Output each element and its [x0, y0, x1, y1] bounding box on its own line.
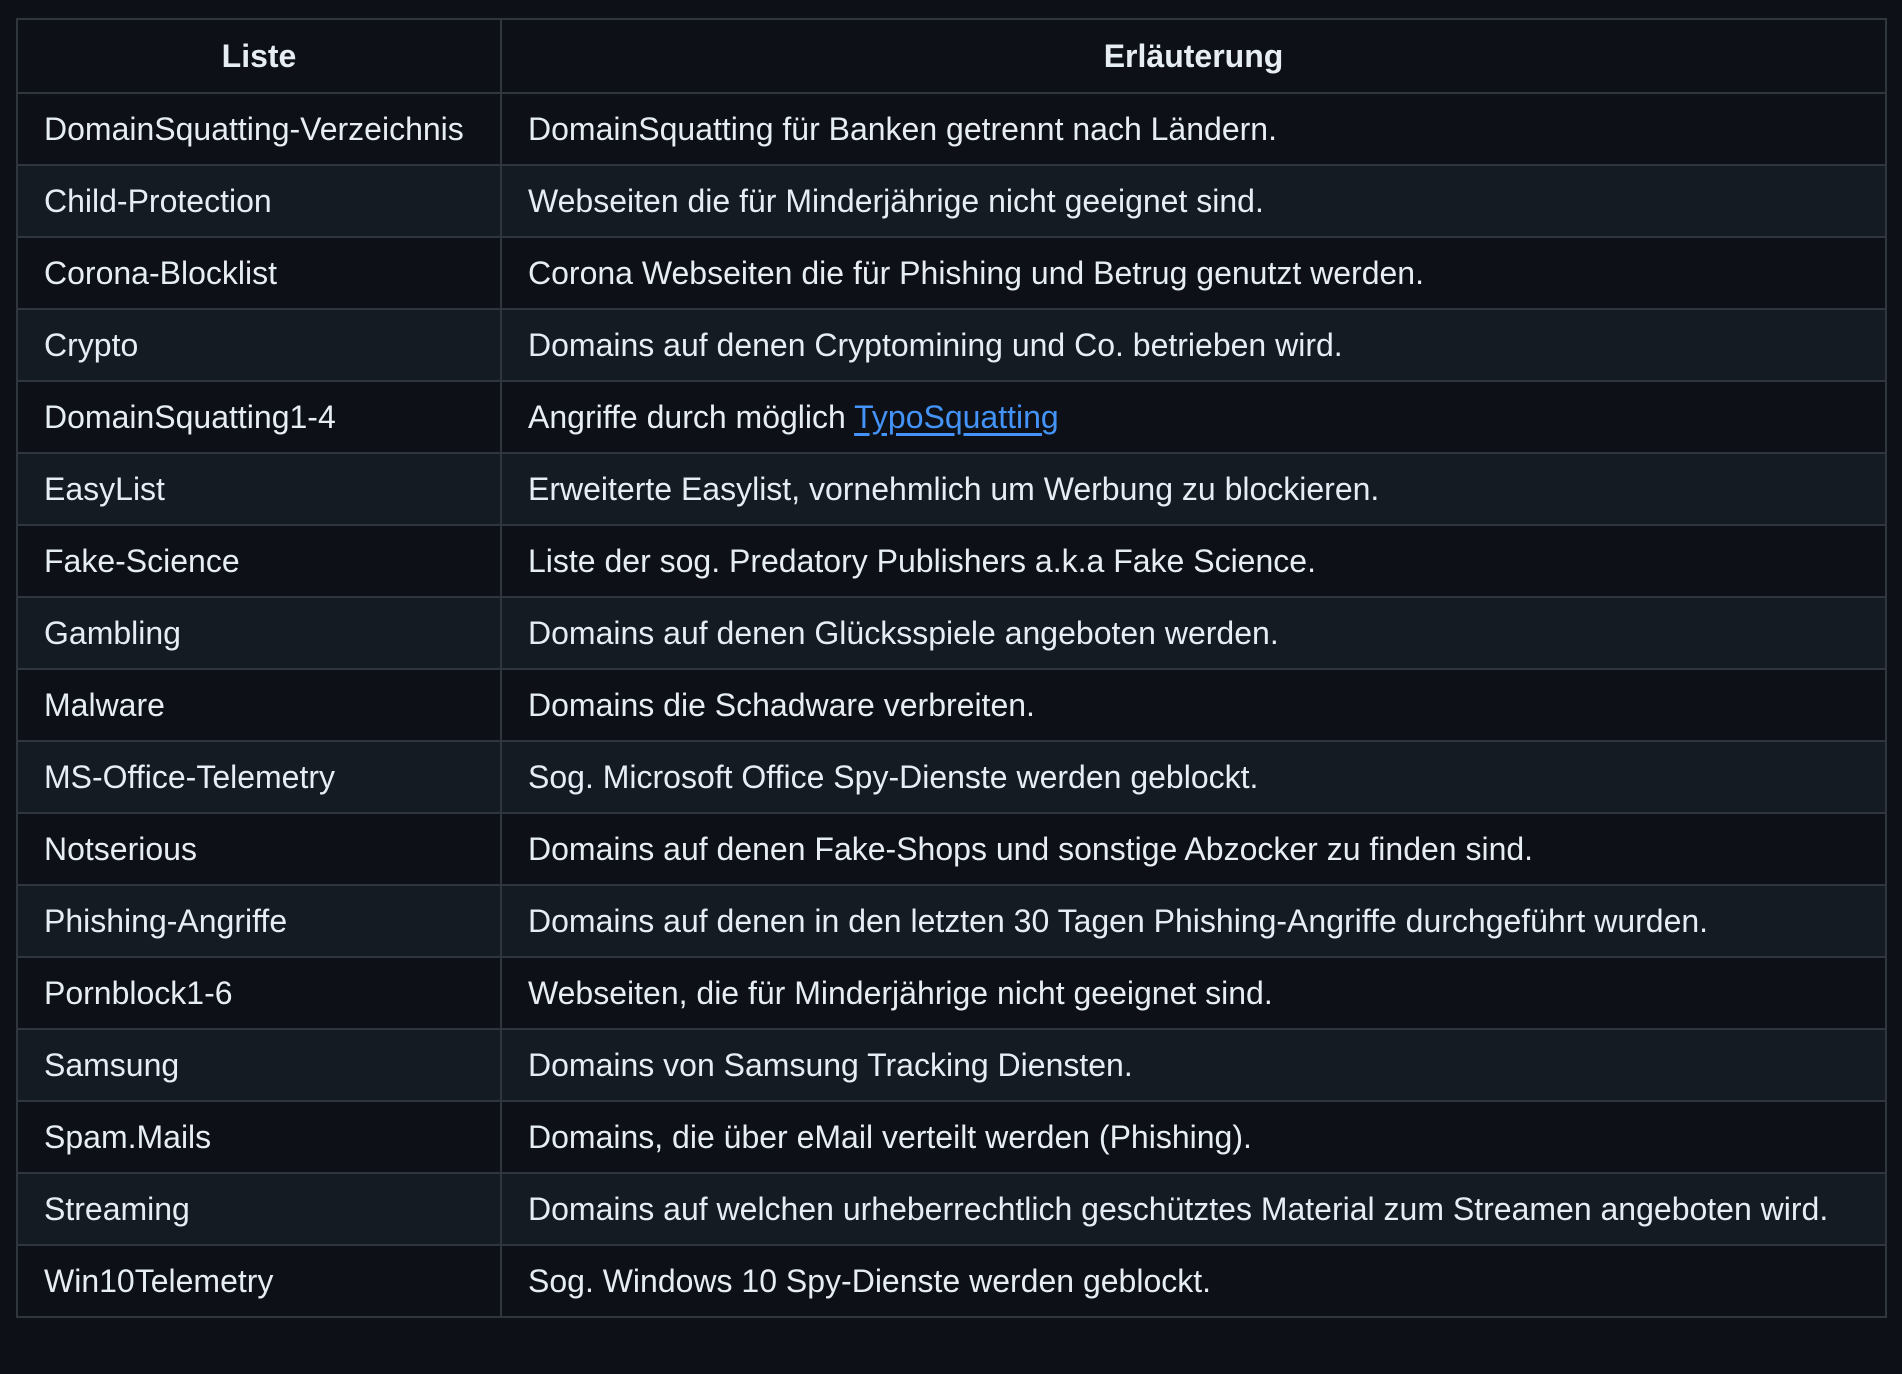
header-liste: Liste: [17, 19, 501, 93]
list-description-cell: Domains die Schadware verbreiten.: [501, 669, 1886, 741]
list-description-cell: Webseiten, die für Minderjährige nicht geeignet sind.: [501, 957, 1886, 1029]
table-row: [17, 813, 1886, 885]
table-row: [17, 237, 1886, 309]
list-name-cell: DomainSquatting1-4: [17, 381, 501, 453]
table-row: [17, 957, 1886, 1029]
list-description-cell: Webseiten die für Minderjährige nicht geeignet sind.: [501, 165, 1886, 237]
list-name-cell: Fake-Science: [17, 525, 501, 597]
list-description-cell: Domains auf denen Cryptomining und Co. betrieben wird.: [501, 309, 1886, 381]
list-description-cell: [501, 381, 1886, 453]
list-name-cell: Crypto: [17, 309, 501, 381]
list-name-cell: DomainSquatting-Verzeichnis: [17, 93, 501, 165]
table-row: [17, 165, 1886, 237]
header-erlaeuterung: Erläuterung: [501, 19, 1886, 93]
description-text: Angriffe durch möglich: [528, 399, 855, 435]
blocklist-table: [16, 18, 1887, 1318]
list-description-cell: Sog. Windows 10 Spy-Dienste werden geblockt.: [501, 1245, 1886, 1317]
list-name-cell: Corona-Blocklist: [17, 237, 501, 309]
list-description-cell: Domains auf welchen urheberrechtlich geschütztes Material zum Streamen angeboten wird.: [501, 1173, 1886, 1245]
table-row: [17, 453, 1886, 525]
table-row: [17, 381, 1886, 453]
list-name-cell: Samsung: [17, 1029, 501, 1101]
list-name-cell: Pornblock1-6: [17, 957, 501, 1029]
table-header-row: [17, 19, 1886, 93]
typosquatting-link[interactable]: TypoSquatting: [854, 399, 1059, 435]
blocklist-table-container: [16, 18, 1885, 1318]
list-description-cell: Domains auf denen Glücksspiele angeboten werden.: [501, 597, 1886, 669]
list-name-cell: Child-Protection: [17, 165, 501, 237]
table-row: [17, 1245, 1886, 1317]
table-row: [17, 525, 1886, 597]
table-row: [17, 1173, 1886, 1245]
table-row: [17, 1029, 1886, 1101]
table-row: [17, 885, 1886, 957]
list-name-cell: Win10Telemetry: [17, 1245, 501, 1317]
list-name-cell: Gambling: [17, 597, 501, 669]
list-description-cell: Domains, die über eMail verteilt werden (Phishing).: [501, 1101, 1886, 1173]
list-name-cell: EasyList: [17, 453, 501, 525]
list-description-cell: Domains auf denen Fake-Shops und sonstige Abzocker zu finden sind.: [501, 813, 1886, 885]
list-description-cell: Liste der sog. Predatory Publishers a.k.a Fake Science.: [501, 525, 1886, 597]
list-description-cell: Domains auf denen in den letzten 30 Tagen Phishing-Angriffe durchgeführt wurden.: [501, 885, 1886, 957]
list-name-cell: MS-Office-Telemetry: [17, 741, 501, 813]
list-description-cell: Sog. Microsoft Office Spy-Dienste werden geblockt.: [501, 741, 1886, 813]
list-name-cell: Phishing-Angriffe: [17, 885, 501, 957]
table-row: [17, 1101, 1886, 1173]
list-description-cell: Domains von Samsung Tracking Diensten.: [501, 1029, 1886, 1101]
list-description-cell: Erweiterte Easylist, vornehmlich um Werbung zu blockieren.: [501, 453, 1886, 525]
table-row: [17, 741, 1886, 813]
list-name-cell: Notserious: [17, 813, 501, 885]
table-row: [17, 309, 1886, 381]
list-name-cell: Spam.Mails: [17, 1101, 501, 1173]
list-name-cell: Streaming: [17, 1173, 501, 1245]
table-row: [17, 597, 1886, 669]
table-row: [17, 669, 1886, 741]
list-name-cell: Malware: [17, 669, 501, 741]
list-description-cell: Corona Webseiten die für Phishing und Betrug genutzt werden.: [501, 237, 1886, 309]
list-description-cell: DomainSquatting für Banken getrennt nach Ländern.: [501, 93, 1886, 165]
table-row: [17, 93, 1886, 165]
